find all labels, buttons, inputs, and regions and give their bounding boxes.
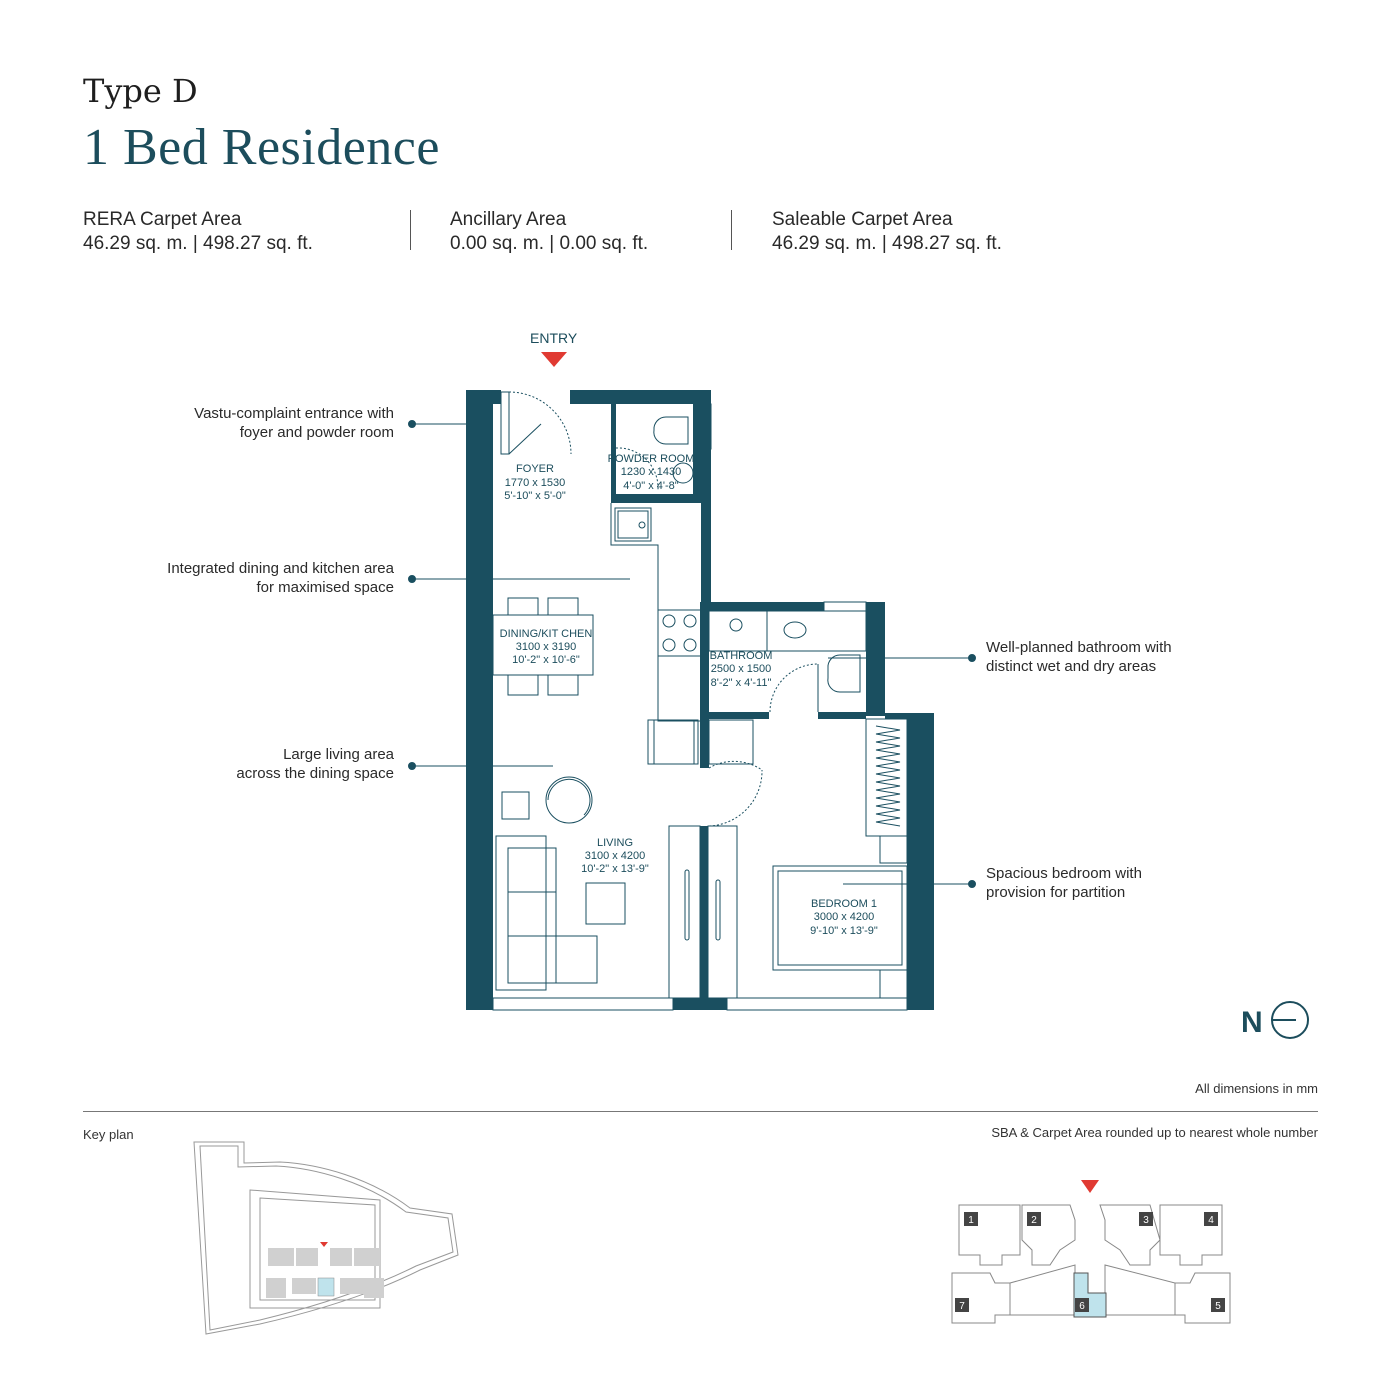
rera-area-label: RERA Carpet Area (83, 209, 242, 230)
dimensions-note: All dimensions in mm (1195, 1081, 1318, 1096)
site-key-plan (180, 1130, 480, 1345)
callout-line: foyer and powder room (239, 424, 394, 441)
unit-1-label: 1 (968, 1215, 974, 1226)
callout-leaders (409, 421, 976, 888)
callout-line: Spacious bedroom with (986, 865, 1142, 882)
living-label: LIVING (596, 837, 634, 849)
rounding-note: SBA & Carpet Area rounded up to nearest whole number (991, 1125, 1318, 1140)
saleable-area-label: Saleable Carpet Area (772, 209, 953, 230)
divider (83, 1111, 1318, 1112)
dining-ft: 10'-2" x 10'-6" (512, 654, 580, 666)
entry-arrow-icon (541, 352, 567, 367)
bathroom-mm: 2500 x 1500 (710, 663, 772, 675)
ancillary-area-value: 0.00 sq. m. | 0.00 sq. ft. (450, 233, 649, 254)
callout-line: Large living area (283, 746, 394, 763)
entry-label: ENTRY (530, 330, 578, 346)
foyer-mm: 1770 x 1530 (504, 477, 566, 489)
callout-line: provision for partition (986, 884, 1126, 901)
page-title: 1 Bed Residence (83, 119, 440, 176)
callout-line: for maximised space (256, 579, 394, 596)
bedroom-label: BEDROOM 1 (810, 898, 878, 910)
bathroom-label: BATHROOM (709, 650, 773, 662)
north-indicator (1241, 1002, 1308, 1039)
unit-7-label: 7 (959, 1301, 965, 1312)
saleable-area-value: 46.29 sq. m. | 498.27 sq. ft. (772, 233, 1002, 254)
unit-6-label: 6 (1079, 1301, 1085, 1312)
dining-mm: 3100 x 3190 (515, 641, 577, 653)
north-label: N (1241, 1006, 1263, 1039)
living-mm: 3100 x 4200 (584, 850, 646, 862)
ancillary-area-label: Ancillary Area (450, 209, 567, 230)
living-ft: 10'-2" x 13'-9" (581, 863, 649, 875)
site-arrow-icon (320, 1242, 328, 1247)
powder-ft: 4'-0" x 4'-8" (623, 480, 679, 492)
key-plan-label: Key plan (83, 1127, 134, 1142)
callout-line: Well-planned bathroom with (986, 639, 1172, 656)
powder-label: POWDER ROOM (607, 453, 695, 465)
powder-mm: 1230 x 1430 (620, 466, 682, 478)
type-label: Type D (83, 72, 198, 110)
unit-4-label: 4 (1208, 1215, 1214, 1226)
dining-label: DINING/KIT CHEN (499, 628, 593, 640)
bedroom-ft: 9'-10" x 13'-9" (810, 925, 878, 937)
callout-line: Integrated dining and kitchen area (167, 560, 394, 577)
unit-5-label: 5 (1215, 1301, 1221, 1312)
unit-2-label: 2 (1031, 1215, 1037, 1226)
foyer-label: FOYER (516, 463, 554, 475)
unit-highlight (318, 1278, 334, 1296)
bathroom-ft: 8'-2" x 4'-11" (710, 677, 772, 689)
unit-3-label: 3 (1143, 1215, 1149, 1226)
callout-line: Vastu-complaint entrance with (194, 405, 394, 422)
callout-line: across the dining space (236, 765, 394, 782)
callout-line: distinct wet and dry areas (986, 658, 1157, 675)
bedroom-mm: 3000 x 4200 (813, 911, 875, 923)
rera-area-value: 46.29 sq. m. | 498.27 sq. ft. (83, 233, 313, 254)
tower-key-plan (940, 1175, 1240, 1335)
tower-arrow-icon (1081, 1180, 1099, 1193)
foyer-ft: 5'-10" x 5'-0" (504, 490, 566, 502)
